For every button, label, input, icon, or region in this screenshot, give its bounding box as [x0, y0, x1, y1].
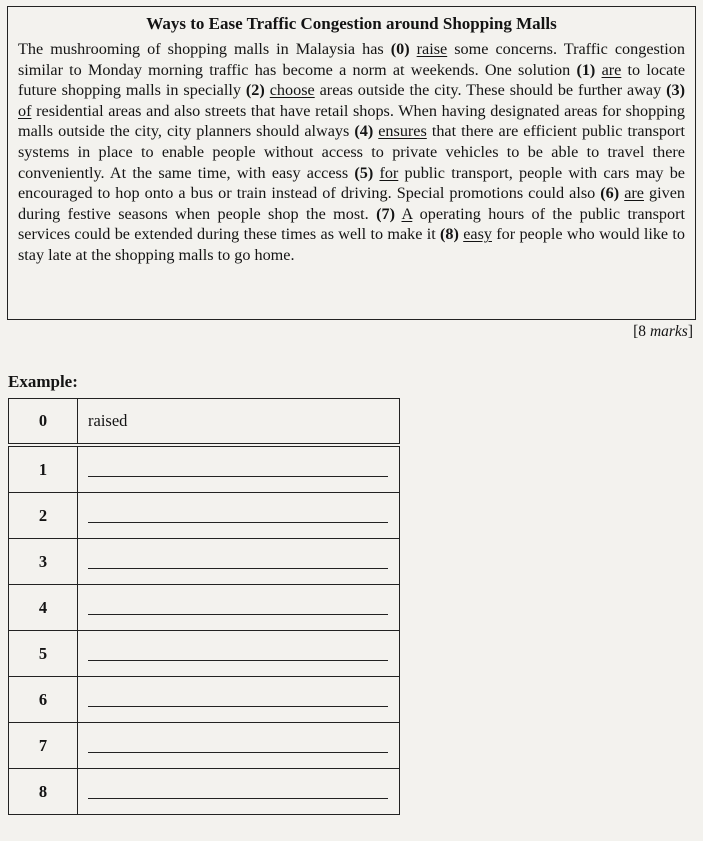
answer-cell[interactable]	[78, 723, 400, 769]
marks-open: [8	[633, 323, 650, 340]
answer-row	[9, 447, 400, 493]
question-number: (4)	[354, 122, 374, 141]
example-row	[9, 399, 400, 444]
marks-label	[633, 323, 693, 341]
example-table	[8, 398, 400, 444]
marks-word: marks	[649, 323, 688, 340]
example-label: Example:	[8, 372, 78, 391]
answer-row	[9, 493, 400, 539]
answer-table	[8, 446, 400, 815]
answer-row	[9, 677, 400, 723]
passage-box	[7, 6, 696, 320]
passage-text: The mushrooming of shopping malls in Malaysia has	[18, 40, 391, 58]
underlined-error-word: of	[18, 101, 32, 120]
question-number: (3)	[666, 81, 685, 100]
question-number: (7)	[376, 204, 395, 223]
answer-blank-line[interactable]	[88, 568, 388, 569]
answer-blank-line[interactable]	[88, 522, 388, 523]
answer-number: 3	[9, 539, 78, 585]
question-number: (5)	[354, 163, 374, 182]
answer-blank-line[interactable]	[88, 706, 388, 707]
answer-number: 6	[9, 677, 78, 723]
passage-text: that there are efficient public transport systems in place to enable people without access to private vehicles to be able to travel there conveniently. At the same time, with easy access	[18, 122, 685, 182]
passage-text: operating hours of the public transport services could be extended during these times as well to make it	[18, 204, 685, 244]
underlined-error-word: choose	[269, 81, 315, 100]
answer-row	[9, 585, 400, 631]
answer-cell[interactable]	[78, 585, 400, 631]
passage-text: residential areas and also streets that have retail shops. When having designated areas for shopping malls outside the city, city planners should always	[18, 101, 685, 141]
underlined-error-word: A	[401, 204, 413, 223]
example-number: 0	[9, 399, 78, 444]
answer-row	[9, 723, 400, 769]
answer-row	[9, 769, 400, 815]
underlined-error-word: are	[601, 60, 622, 79]
passage-text: areas outside the city. These should be further away	[314, 81, 667, 100]
answer-number: 4	[9, 585, 78, 631]
answer-cell[interactable]	[78, 493, 400, 539]
passage-text: for people who would like to stay late at the shopping malls to go home.	[18, 225, 686, 264]
answer-number: 1	[9, 447, 78, 493]
answer-cell[interactable]	[78, 447, 400, 493]
answer-blank-line[interactable]	[88, 752, 388, 753]
underlined-error-word: for	[379, 163, 399, 182]
passage-body	[18, 39, 685, 266]
marks-close: ]	[687, 323, 693, 340]
question-number: (1)	[576, 60, 596, 79]
answer-cell[interactable]	[78, 677, 400, 723]
question-number: (8)	[440, 225, 459, 244]
answer-cell[interactable]	[78, 769, 400, 815]
question-number: (6)	[600, 184, 620, 203]
answer-blank-line[interactable]	[88, 614, 388, 615]
answer-cell[interactable]	[78, 539, 400, 585]
passage-text: given during festive seasons when people shop the most.	[18, 184, 685, 223]
answer-number: 7	[9, 723, 78, 769]
answer-number: 8	[9, 769, 78, 815]
passage-title: Ways to Ease Traffic Congestion around Shopping Malls	[146, 14, 557, 33]
answer-blank-line[interactable]	[88, 660, 388, 661]
question-number: (2)	[245, 81, 265, 100]
answer-blank-line[interactable]	[88, 476, 388, 477]
passage-text: some concerns. Traffic congestion similar to Monday morning traffic has become a norm at weekends. One solution	[18, 40, 685, 79]
answer-number: 2	[9, 493, 78, 539]
question-number: (0)	[390, 40, 410, 58]
underlined-error-word: raise	[416, 40, 448, 58]
answer-blank-line[interactable]	[88, 798, 388, 799]
passage-text	[410, 40, 417, 58]
example-answer: raised	[78, 399, 400, 444]
answer-number: 5	[9, 631, 78, 677]
answer-row	[9, 631, 400, 677]
passage-text: public transport, people with cars may be encouraged to hop onto a bus or train instead of driving. Special promotions could also	[18, 163, 685, 203]
underlined-error-word: ensures	[378, 122, 427, 141]
passage-text: to locate future shopping malls in specially	[18, 60, 686, 100]
answer-cell[interactable]	[78, 631, 400, 677]
answer-row	[9, 539, 400, 585]
underlined-error-word: easy	[463, 225, 492, 244]
underlined-error-word: are	[624, 184, 644, 203]
